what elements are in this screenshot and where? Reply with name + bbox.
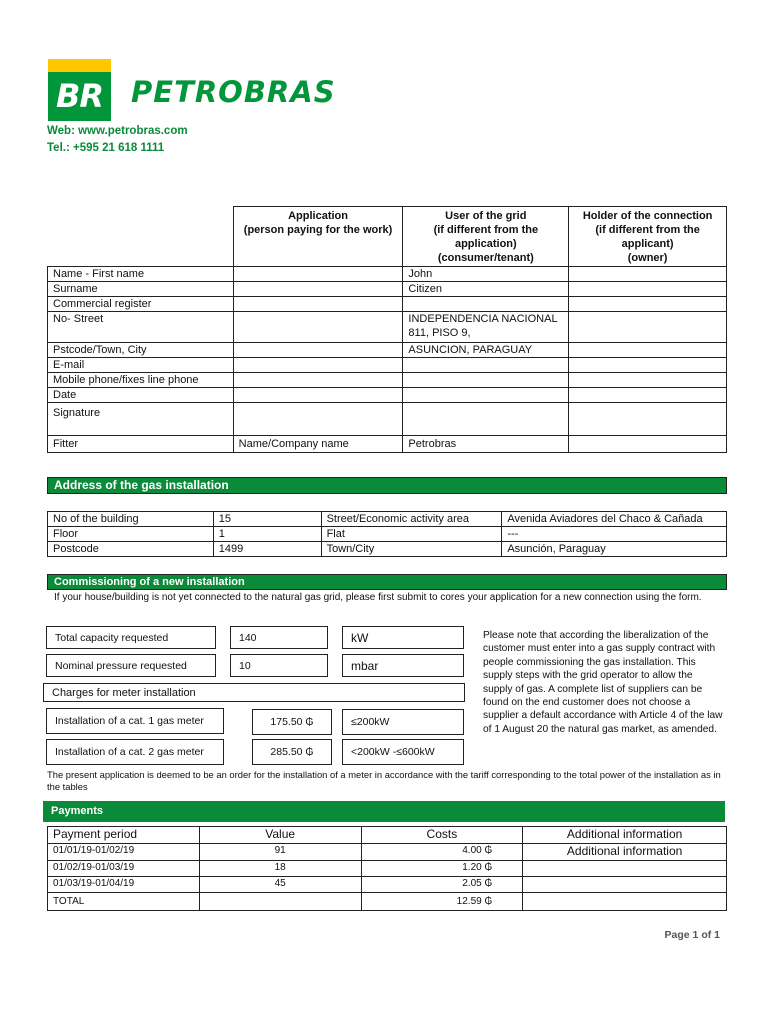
- order-note: The present application is deemed to be an order for the installation of a meter in accordance with the tariff corresponding to the total power of the installation as in the tables: [47, 769, 721, 792]
- charges-label: Charges for meter installation: [43, 683, 465, 702]
- pressure-unit: mbar: [342, 654, 464, 677]
- address-value[interactable]: ---: [502, 527, 727, 542]
- payment-info[interactable]: [523, 861, 727, 877]
- address-label: Street/Economic activity area: [321, 512, 502, 527]
- header-payment-period: Payment period: [48, 827, 200, 844]
- total-value-empty: [199, 893, 361, 911]
- user-cell[interactable]: [403, 388, 569, 403]
- cat1-price: 175.50 ₲: [252, 709, 332, 735]
- payment-period: 01/01/19-01/02/19: [48, 844, 200, 861]
- cat1-range: ≤200kW: [342, 709, 464, 735]
- user-cell[interactable]: [403, 403, 569, 436]
- application-cell[interactable]: [233, 267, 403, 282]
- section-title-payments: Payments: [43, 801, 725, 822]
- holder-cell[interactable]: [569, 267, 727, 282]
- page-number: Page 1 of 1: [664, 929, 720, 941]
- user-cell[interactable]: ASUNCION, PARAGUAY: [403, 343, 569, 358]
- table-row: [48, 436, 727, 453]
- address-label: Town/City: [321, 542, 502, 557]
- commissioning-intro: If your house/building is not yet connected to the natural gas grid, please first submit to cores your application for a new connection using the form.: [54, 592, 702, 603]
- logo-yellow-stripe: [48, 59, 111, 72]
- table-row: [48, 861, 727, 877]
- application-cell[interactable]: [233, 343, 403, 358]
- payments-table: [47, 826, 727, 911]
- holder-cell[interactable]: [569, 297, 727, 312]
- address-value[interactable]: Avenida Aviadores del Chaco & Cañada: [502, 512, 727, 527]
- address-label: Flat: [321, 527, 502, 542]
- application-cell[interactable]: [233, 297, 403, 312]
- address-value[interactable]: 15: [213, 512, 321, 527]
- holder-cell[interactable]: [569, 373, 727, 388]
- payments-header-row: [48, 827, 727, 844]
- row-label: E-mail: [48, 358, 234, 373]
- user-cell[interactable]: John: [403, 267, 569, 282]
- address-label: No of the building: [48, 512, 214, 527]
- address-value[interactable]: Asunción, Paraguay: [502, 542, 727, 557]
- logo-br-letters: BR: [55, 77, 104, 115]
- holder-cell[interactable]: [569, 282, 727, 297]
- row-label: Date: [48, 388, 234, 403]
- row-label: Commercial register: [48, 297, 234, 312]
- pressure-input[interactable]: 10: [230, 654, 328, 677]
- header-additional-info: Additional information: [523, 827, 727, 844]
- petrobras-logo: [48, 59, 111, 121]
- user-cell[interactable]: [403, 358, 569, 373]
- payment-value: 45: [199, 877, 361, 893]
- row-label: Surname: [48, 282, 234, 297]
- telephone: Tel.: +595 21 618 1111: [47, 142, 165, 154]
- table-row: [48, 343, 727, 358]
- section-title-address: Address of the gas installation: [47, 477, 727, 494]
- holder-cell[interactable]: [569, 343, 727, 358]
- application-cell[interactable]: Name/Company name: [233, 436, 403, 453]
- total-info-empty: [523, 893, 727, 911]
- row-label: Pstcode/Town, City: [48, 343, 234, 358]
- supplier-note: Please note that according the liberalization of the customer must enter into a gas supply contract with people commissioning the gas installation. This supply steps with the grid operator to allow the supply of gas. A complete list of suppliers can be found on the end customer does not choose a supplier a default accordance with Article 4 of the law of 1 August 20 the natural gas market, as amended.: [483, 630, 723, 735]
- holder-cell[interactable]: [569, 358, 727, 373]
- section-title-commissioning: Commissioning of a new installation: [47, 574, 727, 590]
- user-cell[interactable]: Citizen: [403, 282, 569, 297]
- table-row: [48, 542, 727, 557]
- holder-cell[interactable]: [569, 436, 727, 453]
- address-value[interactable]: 1: [213, 527, 321, 542]
- col-application: Application (person paying for the work): [233, 207, 403, 267]
- col-user-of-grid: User of the grid (if different from the application) (consumer/tenant): [403, 207, 569, 267]
- holder-cell[interactable]: [569, 388, 727, 403]
- pressure-label: Nominal pressure requested: [46, 654, 216, 677]
- address-label: Floor: [48, 527, 214, 542]
- col-holder: Holder of the connection (if different from the applicant) (owner): [569, 207, 727, 267]
- application-cell[interactable]: [233, 358, 403, 373]
- application-cell[interactable]: [233, 403, 403, 436]
- table-row: [48, 388, 727, 403]
- table-row: [48, 512, 727, 527]
- row-label: Mobile phone/fixes line phone: [48, 373, 234, 388]
- application-cell[interactable]: [233, 312, 403, 343]
- cat2-price: 285.50 ₲: [252, 739, 332, 765]
- payment-value: 18: [199, 861, 361, 877]
- applicant-header-empty: [48, 207, 234, 267]
- table-row: [48, 312, 727, 343]
- row-label: Signature: [48, 403, 234, 436]
- table-row: [48, 297, 727, 312]
- capacity-input[interactable]: 140: [230, 626, 328, 649]
- cat1-label: Installation of a cat. 1 gas meter: [46, 708, 224, 734]
- address-value[interactable]: 1499: [213, 542, 321, 557]
- header-value: Value: [199, 827, 361, 844]
- holder-cell[interactable]: [569, 403, 727, 436]
- user-cell[interactable]: [403, 373, 569, 388]
- payments-total-row: [48, 893, 727, 911]
- user-cell[interactable]: [403, 297, 569, 312]
- application-cell[interactable]: [233, 388, 403, 403]
- payment-cost: 2.05 ₲: [361, 877, 523, 893]
- table-row: [48, 282, 727, 297]
- payment-period: 01/02/19-01/03/19: [48, 861, 200, 877]
- payment-value: 91: [199, 844, 361, 861]
- address-label: Postcode: [48, 542, 214, 557]
- company-name: PETROBRAS: [131, 75, 336, 109]
- payment-cost: 4.00 ₲: [361, 844, 523, 861]
- total-cost: 12.59 ₲: [361, 893, 523, 911]
- user-cell[interactable]: Petrobras: [403, 436, 569, 453]
- web-link[interactable]: Web: www.petrobras.com: [47, 125, 188, 137]
- table-row: [48, 403, 727, 436]
- payment-info[interactable]: Additional information: [523, 844, 727, 861]
- table-row: [48, 373, 727, 388]
- header-costs: Costs: [361, 827, 523, 844]
- payment-cost: 1.20 ₲: [361, 861, 523, 877]
- application-cell[interactable]: [233, 282, 403, 297]
- table-row: [48, 844, 727, 861]
- applicant-header-row: [48, 207, 727, 267]
- table-row: [48, 877, 727, 893]
- cat2-label: Installation of a cat. 2 gas meter: [46, 739, 224, 765]
- row-label: Name - First name: [48, 267, 234, 282]
- payment-period: 01/03/19-01/04/19: [48, 877, 200, 893]
- capacity-unit: kW: [342, 626, 464, 649]
- payment-info[interactable]: [523, 877, 727, 893]
- applicant-table: [47, 206, 727, 453]
- row-label: No- Street: [48, 312, 234, 343]
- table-row: [48, 358, 727, 373]
- table-row: [48, 267, 727, 282]
- address-table: [47, 511, 727, 557]
- capacity-label: Total capacity requested: [46, 626, 216, 649]
- holder-cell[interactable]: [569, 312, 727, 343]
- table-row: [48, 527, 727, 542]
- cat2-range: <200kW -≤600kW: [342, 739, 464, 765]
- total-label: TOTAL: [48, 893, 200, 911]
- row-label: Fitter: [48, 436, 234, 453]
- user-cell[interactable]: INDEPENDENCIA NACIONAL 811, PISO 9,: [403, 312, 569, 343]
- application-cell[interactable]: [233, 373, 403, 388]
